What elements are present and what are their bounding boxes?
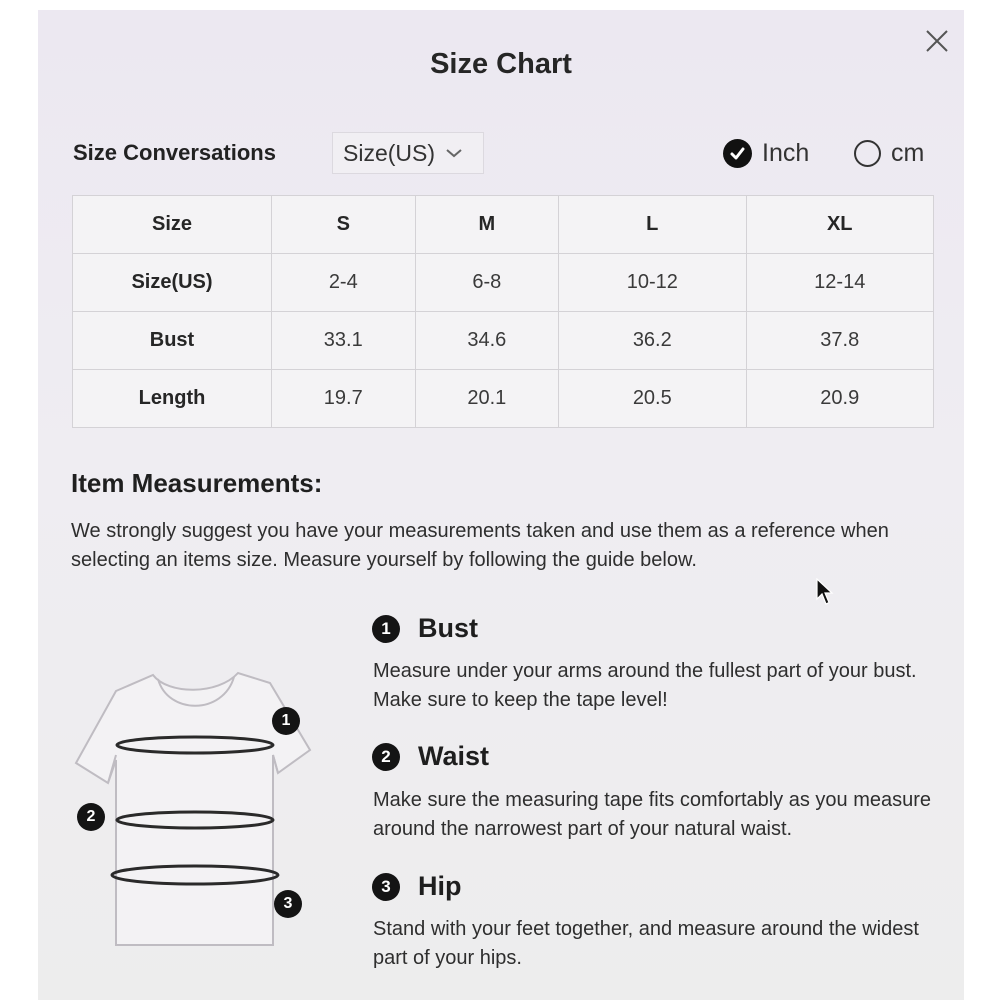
hip-marker: 3 (274, 890, 302, 918)
table-header-cell: XL (746, 196, 933, 254)
table-cell: 6-8 (415, 254, 559, 312)
table-header-cell: M (415, 196, 559, 254)
step-number: 1 (372, 615, 400, 643)
guide-waist-heading (372, 741, 489, 772)
guide-waist-text: Make sure the measuring tape fits comfortably as you measure around the narrowest part of your natural waist. (373, 789, 932, 840)
table-cell: 20.9 (746, 370, 933, 428)
dialog-title: Size Chart (430, 48, 572, 80)
size-table (72, 195, 934, 428)
row-label: Length (73, 370, 272, 428)
step-number: 3 (372, 873, 400, 901)
table-cell: 37.8 (746, 312, 933, 370)
table-cell: 20.5 (559, 370, 746, 428)
measurements-heading: Item Measurements: (71, 468, 323, 498)
guide-title: Waist (418, 741, 490, 771)
table-header-cell: L (559, 196, 746, 254)
guide-title: Hip (418, 871, 462, 901)
unit-radio-inch[interactable] (723, 134, 809, 172)
size-conversion-label: Size Conversations (73, 140, 276, 165)
table-cell: 19.7 (272, 370, 416, 428)
table-header-cell: Size (73, 196, 272, 254)
close-icon (925, 29, 949, 53)
table-row (73, 370, 934, 428)
table-row (73, 312, 934, 370)
row-label: Size(US) (73, 254, 272, 312)
guide-hip-heading (372, 871, 462, 902)
table-cell: 34.6 (415, 312, 559, 370)
table-cell: 10-12 (559, 254, 746, 312)
check-circle-icon (723, 139, 752, 168)
size-system-value: Size(US) (343, 139, 436, 166)
table-row (73, 254, 934, 312)
size-system-select[interactable] (332, 132, 484, 174)
guide-title: Bust (418, 613, 478, 643)
size-chart-dialog (38, 10, 964, 1000)
table-cell: 36.2 (559, 312, 746, 370)
unit-label-inch: Inch (762, 138, 810, 167)
table-cell: 20.1 (415, 370, 559, 428)
guide-bust-text: Measure under your arms around the fullest part of your bust. Make sure to keep the tape level! (373, 660, 917, 711)
table-cell: 12-14 (746, 254, 933, 312)
guide-hip-text: Stand with your feet together, and measure around the widest part of your hips. (373, 918, 919, 969)
chevron-down-icon (445, 147, 463, 159)
bust-marker: 1 (272, 707, 300, 735)
table-header-cell: S (272, 196, 416, 254)
unit-label-cm: cm (891, 138, 925, 167)
waist-marker: 2 (77, 803, 105, 831)
table-header-row (73, 196, 934, 254)
close-button[interactable] (920, 24, 954, 58)
table-cell: 33.1 (272, 312, 416, 370)
step-number: 2 (372, 743, 400, 771)
row-label: Bust (73, 312, 272, 370)
measurements-intro: We strongly suggest you have your measurements taken and use them as a reference when selecting an items size. Measure yourself by following the guide below. (71, 520, 889, 571)
unit-radio-cm[interactable] (854, 134, 924, 172)
mouse-pointer-icon (816, 578, 834, 611)
guide-bust-heading (372, 613, 478, 644)
table-cell: 2-4 (272, 254, 416, 312)
empty-circle-icon (854, 140, 881, 167)
